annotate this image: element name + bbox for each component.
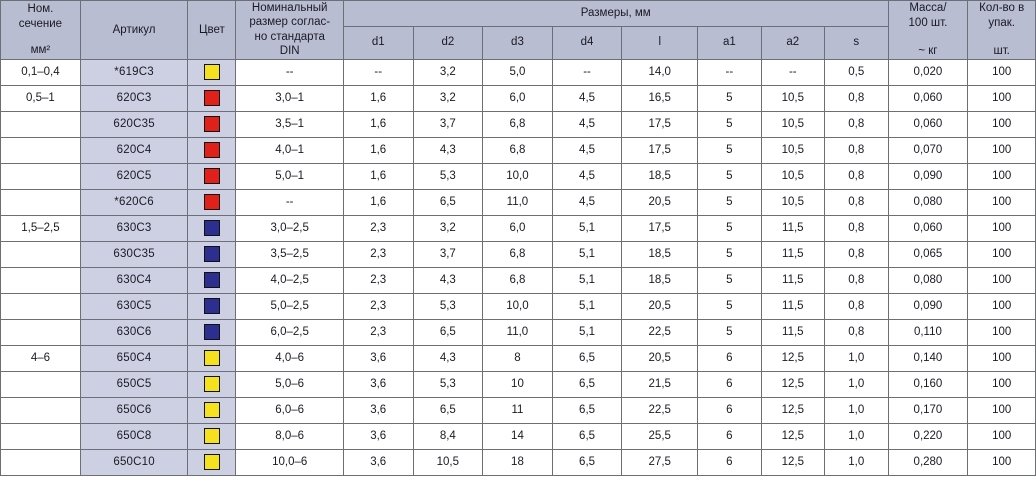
cell-article: 650С4 xyxy=(80,345,187,371)
cell-d4: 4,5 xyxy=(552,189,622,215)
cell-article: 620С35 xyxy=(80,111,187,137)
cell-mass: 0,070 xyxy=(888,137,968,163)
cell-l: 20,5 xyxy=(622,293,698,319)
cell-a2: 10,5 xyxy=(761,85,824,111)
color-swatch-icon xyxy=(204,220,220,236)
cell-pack: 100 xyxy=(968,111,1036,137)
cell-section: 4–6 xyxy=(1,345,81,371)
cell-section xyxy=(1,371,81,397)
header-nominal-line3: но стандарта xyxy=(254,30,325,43)
cell-pack: 100 xyxy=(968,293,1036,319)
cell-nominal: 3,5–1 xyxy=(236,111,343,137)
table-row xyxy=(1,371,1036,397)
header-pack-line2: упак. xyxy=(988,16,1015,29)
cell-s: 1,0 xyxy=(825,449,888,475)
cell-s: 0,8 xyxy=(825,137,888,163)
cell-d1: 1,6 xyxy=(343,85,413,111)
table-row xyxy=(1,215,1036,241)
cell-pack: 100 xyxy=(968,85,1036,111)
cell-a1: 5 xyxy=(698,163,761,189)
cell-mass: 0,090 xyxy=(888,293,968,319)
cell-mass: 0,065 xyxy=(888,241,968,267)
cell-d4: 4,5 xyxy=(552,163,622,189)
cell-article: 620С3 xyxy=(80,85,187,111)
cell-s: 0,8 xyxy=(825,319,888,345)
cell-l: 22,5 xyxy=(622,319,698,345)
cell-d1: 1,6 xyxy=(343,163,413,189)
color-swatch-icon xyxy=(204,428,220,444)
cell-a1: 5 xyxy=(698,293,761,319)
cell-nominal: 8,0–6 xyxy=(236,423,343,449)
cell-pack: 100 xyxy=(968,241,1036,267)
cell-a2: 12,5 xyxy=(761,423,824,449)
cell-d1: 1,6 xyxy=(343,189,413,215)
cell-d3: 10,0 xyxy=(483,293,553,319)
header-d1: d1 xyxy=(343,26,413,59)
header-d4: d4 xyxy=(552,26,622,59)
cell-color xyxy=(188,345,236,371)
cell-nominal: -- xyxy=(236,59,343,85)
cell-a2: 11,5 xyxy=(761,241,824,267)
cell-pack: 100 xyxy=(968,319,1036,345)
cell-d2: 5,3 xyxy=(413,163,483,189)
cell-section xyxy=(1,397,81,423)
cell-d3: 11 xyxy=(483,397,553,423)
color-swatch-icon xyxy=(204,376,220,392)
cell-d3: 6,8 xyxy=(483,267,553,293)
cell-d3: 6,0 xyxy=(483,215,553,241)
cell-mass: 0,080 xyxy=(888,267,968,293)
cell-d2: 6,5 xyxy=(413,319,483,345)
cell-d3: 5,0 xyxy=(483,59,553,85)
header-nominal-line1: Номинальный xyxy=(251,2,328,14)
cell-a1: 5 xyxy=(698,241,761,267)
cell-a2: 10,5 xyxy=(761,163,824,189)
cell-pack: 100 xyxy=(968,371,1036,397)
cell-a1: 5 xyxy=(698,111,761,137)
color-swatch-icon xyxy=(204,350,220,366)
cell-pack: 100 xyxy=(968,267,1036,293)
cell-s: 1,0 xyxy=(825,371,888,397)
cell-a1: 5 xyxy=(698,137,761,163)
cell-section xyxy=(1,423,81,449)
table-row xyxy=(1,267,1036,293)
color-swatch-icon xyxy=(204,272,220,288)
cell-d2: 4,3 xyxy=(413,267,483,293)
table-row xyxy=(1,345,1036,371)
cell-d3: 8 xyxy=(483,345,553,371)
header-row-top xyxy=(1,1,1036,27)
cell-l: 27,5 xyxy=(622,449,698,475)
cell-l: 21,5 xyxy=(622,371,698,397)
cell-section xyxy=(1,293,81,319)
cell-nominal: 5,0–6 xyxy=(236,371,343,397)
header-a1: a1 xyxy=(698,26,761,59)
cell-mass: 0,020 xyxy=(888,59,968,85)
cell-nominal: 3,0–1 xyxy=(236,85,343,111)
cell-a1: 5 xyxy=(698,267,761,293)
cell-d2: 3,2 xyxy=(413,215,483,241)
table-row xyxy=(1,241,1036,267)
cell-d3: 10,0 xyxy=(483,163,553,189)
cell-d1: 3,6 xyxy=(343,345,413,371)
cell-d2: 6,5 xyxy=(413,397,483,423)
cell-s: 1,0 xyxy=(825,423,888,449)
cell-a1: 6 xyxy=(698,345,761,371)
cell-l: 25,5 xyxy=(622,423,698,449)
cell-d2: 5,3 xyxy=(413,293,483,319)
cell-s: 0,8 xyxy=(825,163,888,189)
cell-a2: 12,5 xyxy=(761,449,824,475)
cell-section: 0,5–1 xyxy=(1,85,81,111)
cell-color xyxy=(188,449,236,475)
cell-d1: 3,6 xyxy=(343,423,413,449)
cell-article: 630С6 xyxy=(80,319,187,345)
cell-nominal: 6,0–6 xyxy=(236,397,343,423)
header-s: s xyxy=(825,26,888,59)
cell-color xyxy=(188,267,236,293)
cell-nominal: 4,0–6 xyxy=(236,345,343,371)
cell-mass: 0,110 xyxy=(888,319,968,345)
cell-d1: 3,6 xyxy=(343,397,413,423)
cell-a1: 5 xyxy=(698,319,761,345)
cell-nominal: 5,0–1 xyxy=(236,163,343,189)
cell-d2: 3,2 xyxy=(413,59,483,85)
table-row xyxy=(1,397,1036,423)
cell-l: 17,5 xyxy=(622,111,698,137)
cell-d2: 10,5 xyxy=(413,449,483,475)
cell-l: 14,0 xyxy=(622,59,698,85)
cell-color xyxy=(188,371,236,397)
cell-section xyxy=(1,267,81,293)
cell-pack: 100 xyxy=(968,137,1036,163)
cell-d2: 4,3 xyxy=(413,345,483,371)
cell-d1: 3,6 xyxy=(343,371,413,397)
cell-d4: 6,5 xyxy=(552,449,622,475)
cell-d2: 3,7 xyxy=(413,111,483,137)
cell-nominal: 4,0–2,5 xyxy=(236,267,343,293)
cell-s: 0,8 xyxy=(825,241,888,267)
cell-a1: 6 xyxy=(698,423,761,449)
cell-d4: -- xyxy=(552,59,622,85)
table-row xyxy=(1,85,1036,111)
table-row xyxy=(1,189,1036,215)
table-header xyxy=(1,1,1036,60)
cell-d1: 2,3 xyxy=(343,293,413,319)
cell-d3: 11,0 xyxy=(483,189,553,215)
cell-s: 0,8 xyxy=(825,111,888,137)
cell-section: 1,5–2,5 xyxy=(1,215,81,241)
cell-section xyxy=(1,189,81,215)
cell-a1: 5 xyxy=(698,215,761,241)
header-section-line2: сечение xyxy=(18,17,63,30)
cell-pack: 100 xyxy=(968,189,1036,215)
cell-article: 620С4 xyxy=(80,137,187,163)
table-row xyxy=(1,423,1036,449)
header-nominal-line4: DIN xyxy=(279,45,300,58)
cell-a2: 12,5 xyxy=(761,371,824,397)
cell-article: 630С3 xyxy=(80,215,187,241)
cell-color xyxy=(188,423,236,449)
cell-d3: 6,8 xyxy=(483,241,553,267)
cell-d4: 5,1 xyxy=(552,215,622,241)
cell-article: *620С6 xyxy=(80,189,187,215)
table-body xyxy=(1,59,1036,475)
cell-l: 22,5 xyxy=(622,397,698,423)
header-mass xyxy=(888,1,968,60)
cell-nominal: 4,0–1 xyxy=(236,137,343,163)
color-swatch-icon xyxy=(204,402,220,418)
cell-l: 17,5 xyxy=(622,137,698,163)
cell-color xyxy=(188,137,236,163)
cell-article: 630С4 xyxy=(80,267,187,293)
table-row xyxy=(1,111,1036,137)
cell-d1: 2,3 xyxy=(343,319,413,345)
cell-s: 0,8 xyxy=(825,85,888,111)
cell-l: 16,5 xyxy=(622,85,698,111)
cell-s: 0,8 xyxy=(825,215,888,241)
cell-d4: 4,5 xyxy=(552,137,622,163)
cell-nominal: 10,0–6 xyxy=(236,449,343,475)
cell-mass: 0,160 xyxy=(888,371,968,397)
cell-a2: 10,5 xyxy=(761,111,824,137)
header-mass-line1: Масса/ xyxy=(909,2,947,15)
color-swatch-icon xyxy=(204,324,220,340)
color-swatch-icon xyxy=(204,142,220,158)
cell-a1: -- xyxy=(698,59,761,85)
cell-nominal: -- xyxy=(236,189,343,215)
cell-d4: 5,1 xyxy=(552,267,622,293)
cell-color xyxy=(188,319,236,345)
table-row xyxy=(1,449,1036,475)
header-mass-unit: ~ кг xyxy=(918,44,938,57)
cell-d4: 6,5 xyxy=(552,423,622,449)
color-swatch-icon xyxy=(204,454,220,470)
header-pack xyxy=(968,1,1036,60)
color-swatch-icon xyxy=(204,194,220,210)
cell-d2: 3,2 xyxy=(413,85,483,111)
header-sizes-group: Размеры, мм xyxy=(343,1,888,27)
cell-s: 1,0 xyxy=(825,345,888,371)
header-nominal xyxy=(236,1,343,60)
cell-a2: 11,5 xyxy=(761,215,824,241)
cell-color xyxy=(188,241,236,267)
color-swatch-icon xyxy=(204,64,220,80)
table-row xyxy=(1,137,1036,163)
cell-pack: 100 xyxy=(968,423,1036,449)
header-l: l xyxy=(622,26,698,59)
header-mass-line2: 100 шт. xyxy=(908,16,948,29)
header-section-line1: Ном. xyxy=(27,3,54,16)
cell-article: 650С10 xyxy=(80,449,187,475)
cell-d3: 18 xyxy=(483,449,553,475)
cell-mass: 0,060 xyxy=(888,215,968,241)
table-row xyxy=(1,59,1036,85)
cell-article: 650С6 xyxy=(80,397,187,423)
cell-mass: 0,170 xyxy=(888,397,968,423)
cell-a2: 10,5 xyxy=(761,137,824,163)
cell-mass: 0,060 xyxy=(888,111,968,137)
cell-a2: 10,5 xyxy=(761,189,824,215)
cell-article: 650С8 xyxy=(80,423,187,449)
cell-mass: 0,080 xyxy=(888,189,968,215)
cell-s: 0,5 xyxy=(825,59,888,85)
cell-section xyxy=(1,319,81,345)
cell-d3: 6,8 xyxy=(483,137,553,163)
color-swatch-icon xyxy=(204,298,220,314)
cell-article: 630С35 xyxy=(80,241,187,267)
header-section xyxy=(1,1,81,60)
cell-d1: 2,3 xyxy=(343,215,413,241)
cell-section xyxy=(1,137,81,163)
cell-d4: 6,5 xyxy=(552,345,622,371)
cell-article: *619С3 xyxy=(80,59,187,85)
cell-d3: 6,0 xyxy=(483,85,553,111)
cell-mass: 0,060 xyxy=(888,85,968,111)
cell-article: 620С5 xyxy=(80,163,187,189)
cell-l: 18,5 xyxy=(622,267,698,293)
cell-a1: 5 xyxy=(698,189,761,215)
cell-s: 1,0 xyxy=(825,397,888,423)
table-row xyxy=(1,163,1036,189)
cell-nominal: 6,0–2,5 xyxy=(236,319,343,345)
cell-pack: 100 xyxy=(968,345,1036,371)
cell-mass: 0,140 xyxy=(888,345,968,371)
cell-d4: 4,5 xyxy=(552,85,622,111)
table-row xyxy=(1,293,1036,319)
cell-d4: 5,1 xyxy=(552,319,622,345)
cell-article: 650С5 xyxy=(80,371,187,397)
cell-a2: 12,5 xyxy=(761,397,824,423)
cell-s: 0,8 xyxy=(825,267,888,293)
cell-color xyxy=(188,189,236,215)
cell-d1: 1,6 xyxy=(343,137,413,163)
header-section-unit: мм² xyxy=(30,43,51,56)
color-swatch-icon xyxy=(204,116,220,132)
header-pack-unit: шт. xyxy=(993,44,1010,57)
cell-mass: 0,090 xyxy=(888,163,968,189)
cell-d1: 2,3 xyxy=(343,241,413,267)
cell-nominal: 3,5–2,5 xyxy=(236,241,343,267)
cell-section xyxy=(1,241,81,267)
cell-d3: 6,8 xyxy=(483,111,553,137)
cell-l: 20,5 xyxy=(622,345,698,371)
cell-s: 0,8 xyxy=(825,293,888,319)
cell-d1: 1,6 xyxy=(343,111,413,137)
cell-d1: 2,3 xyxy=(343,267,413,293)
header-article: Артикул xyxy=(80,1,187,60)
cell-color xyxy=(188,215,236,241)
cell-d3: 14 xyxy=(483,423,553,449)
cell-d2: 4,3 xyxy=(413,137,483,163)
cell-d4: 6,5 xyxy=(552,397,622,423)
color-swatch-icon xyxy=(204,90,220,106)
cell-color xyxy=(188,85,236,111)
cell-a2: 11,5 xyxy=(761,319,824,345)
cell-color xyxy=(188,111,236,137)
cell-l: 20,5 xyxy=(622,189,698,215)
cell-pack: 100 xyxy=(968,215,1036,241)
cell-pack: 100 xyxy=(968,59,1036,85)
cell-nominal: 5,0–2,5 xyxy=(236,293,343,319)
cell-d1: 3,6 xyxy=(343,449,413,475)
cell-a1: 5 xyxy=(698,85,761,111)
cell-a2: 12,5 xyxy=(761,345,824,371)
cell-l: 17,5 xyxy=(622,215,698,241)
color-swatch-icon xyxy=(204,246,220,262)
header-nominal-line2: размер соглас- xyxy=(249,16,331,29)
cell-color xyxy=(188,163,236,189)
cell-article: 630С5 xyxy=(80,293,187,319)
cell-d2: 3,7 xyxy=(413,241,483,267)
cell-section xyxy=(1,449,81,475)
cell-s: 0,8 xyxy=(825,189,888,215)
cell-section xyxy=(1,163,81,189)
cell-nominal: 3,0–2,5 xyxy=(236,215,343,241)
cell-pack: 100 xyxy=(968,163,1036,189)
cell-section: 0,1–0,4 xyxy=(1,59,81,85)
cell-d2: 6,5 xyxy=(413,189,483,215)
cell-d4: 6,5 xyxy=(552,371,622,397)
cell-a1: 6 xyxy=(698,397,761,423)
header-pack-line1: Кол-во в xyxy=(979,2,1025,15)
cell-d4: 4,5 xyxy=(552,111,622,137)
cell-section xyxy=(1,111,81,137)
cell-a2: 11,5 xyxy=(761,293,824,319)
cell-mass: 0,280 xyxy=(888,449,968,475)
cell-pack: 100 xyxy=(968,397,1036,423)
header-a2: a2 xyxy=(761,26,824,59)
cell-color xyxy=(188,293,236,319)
cell-a1: 6 xyxy=(698,449,761,475)
cell-color xyxy=(188,397,236,423)
cell-d3: 10 xyxy=(483,371,553,397)
header-d2: d2 xyxy=(413,26,483,59)
table-row xyxy=(1,319,1036,345)
cell-l: 18,5 xyxy=(622,241,698,267)
cell-d2: 8,4 xyxy=(413,423,483,449)
header-color: Цвет xyxy=(188,1,236,60)
cell-pack: 100 xyxy=(968,449,1036,475)
cell-d4: 5,1 xyxy=(552,293,622,319)
header-d3: d3 xyxy=(483,26,553,59)
cell-color xyxy=(188,59,236,85)
cell-d1: -- xyxy=(343,59,413,85)
cell-d2: 5,3 xyxy=(413,371,483,397)
cell-a2: 11,5 xyxy=(761,267,824,293)
cell-mass: 0,220 xyxy=(888,423,968,449)
cell-a1: 6 xyxy=(698,371,761,397)
cell-a2: -- xyxy=(761,59,824,85)
cell-l: 18,5 xyxy=(622,163,698,189)
color-swatch-icon xyxy=(204,168,220,184)
cell-d4: 5,1 xyxy=(552,241,622,267)
cell-d3: 11,0 xyxy=(483,319,553,345)
